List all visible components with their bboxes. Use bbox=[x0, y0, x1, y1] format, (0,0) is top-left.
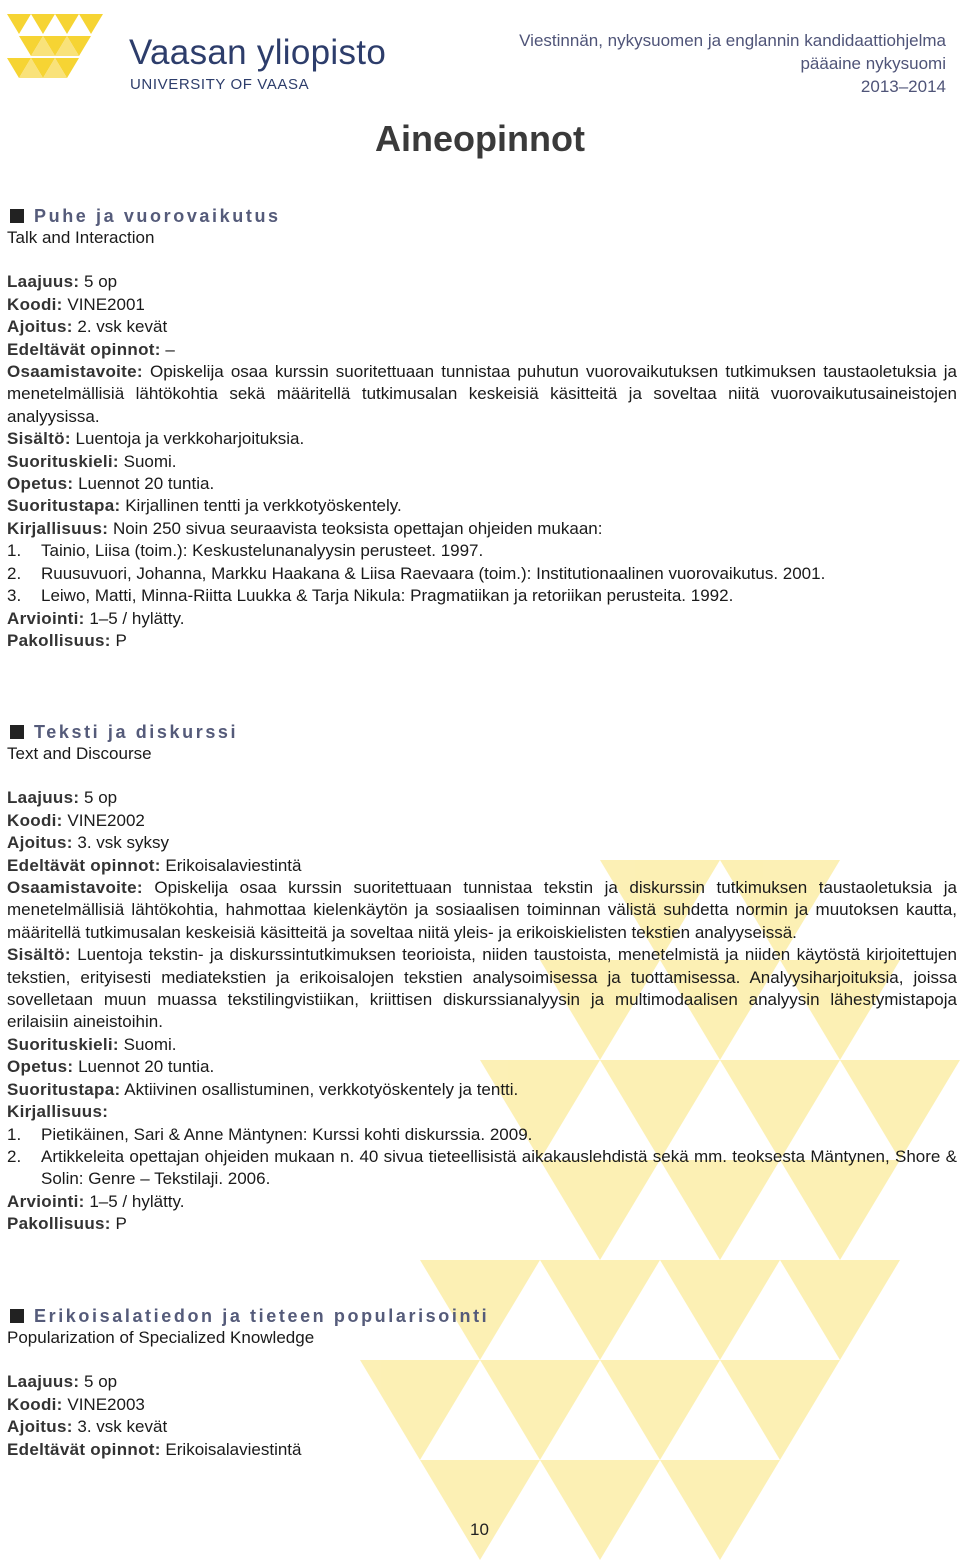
label: Koodi: bbox=[7, 810, 63, 830]
course-name: Erikoisalatiedon ja tieteen popularisointi bbox=[34, 1305, 490, 1326]
value: Erikoisalaviestintä bbox=[165, 855, 302, 875]
label: Laajuus: bbox=[7, 272, 80, 292]
label: Osaamistavoite: bbox=[7, 878, 143, 898]
ref-text: Ruusuvuori, Johanna, Markku Haakana & Liisa Raevaara (toim.): Institutionaalinen vuorovaikutus. 2001. bbox=[41, 563, 826, 583]
label: Pakollisuus: bbox=[7, 1214, 111, 1234]
program-major: pääaine nykysuomi bbox=[800, 54, 946, 73]
koodi-row bbox=[7, 810, 957, 832]
ref-number: 2. bbox=[7, 1146, 22, 1166]
laajuus-row bbox=[7, 787, 957, 809]
ref-number: 2. bbox=[7, 563, 22, 583]
label: Opetus: bbox=[7, 1057, 74, 1077]
value: Kirjallinen tentti ja verkkotyöskentely. bbox=[125, 496, 402, 516]
label: Ajoitus: bbox=[7, 833, 73, 853]
suorituskieli-row bbox=[7, 451, 957, 473]
label: Laajuus: bbox=[7, 1372, 80, 1392]
ajoitus-row bbox=[7, 832, 957, 854]
reference-item bbox=[7, 585, 957, 607]
kirjallisuus-row bbox=[7, 1101, 957, 1123]
bullet-square-icon bbox=[10, 1309, 24, 1323]
koodi-row bbox=[7, 1394, 957, 1416]
value: Suomi. bbox=[123, 1034, 177, 1054]
value: 5 op bbox=[84, 788, 118, 808]
edeltavat-row bbox=[7, 1439, 957, 1461]
label: Koodi: bbox=[7, 294, 63, 314]
value: P bbox=[115, 1214, 127, 1234]
academic-years: 2013–2014 bbox=[860, 77, 946, 96]
value: Luennot 20 tuntia. bbox=[78, 474, 215, 494]
label: Ajoitus: bbox=[7, 317, 73, 337]
course-vine2001 bbox=[7, 205, 957, 652]
sisalto-row bbox=[7, 944, 957, 1034]
value: 2. vsk kevät bbox=[77, 317, 168, 337]
course-heading bbox=[7, 721, 957, 743]
course-name-en: Talk and Interaction bbox=[7, 228, 155, 247]
course-heading bbox=[7, 1305, 957, 1327]
ref-text: Artikkeleita opettajan ohjeiden mukaan n. 40 sivua tieteellisistä aikakauslehdistä sekä mm. teoksesta Mäntynen, Shore & Solin: Genre – Tekstilaji. 2006. bbox=[41, 1146, 957, 1189]
value: VINE2003 bbox=[67, 1394, 145, 1414]
course-name-en: Popularization of Specialized Knowledge bbox=[7, 1328, 315, 1347]
ref-text: Pietikäinen, Sari & Anne Mäntynen: Kurssi kohti diskurssia. 2009. bbox=[41, 1124, 533, 1144]
bullet-square-icon bbox=[10, 209, 24, 223]
value: VINE2002 bbox=[67, 810, 145, 830]
arviointi-row bbox=[7, 1191, 957, 1213]
logo-triangles-icon bbox=[7, 14, 107, 80]
value: Suomi. bbox=[123, 451, 177, 471]
value: P bbox=[115, 630, 127, 650]
label: Suoritustapa: bbox=[7, 496, 121, 516]
reference-item bbox=[7, 1124, 957, 1146]
reference-item bbox=[7, 1146, 957, 1191]
reference-item bbox=[7, 563, 957, 585]
laajuus-row bbox=[7, 271, 957, 293]
university-logo bbox=[7, 14, 387, 93]
value: 3. vsk kevät bbox=[77, 1417, 168, 1437]
page-number: 10 bbox=[470, 1520, 489, 1539]
value: Noin 250 sivua seuraavista teoksista opettajan ohjeiden mukaan: bbox=[112, 518, 603, 538]
label: Koodi: bbox=[7, 1394, 63, 1414]
label: Edeltävät opinnot: bbox=[7, 1439, 161, 1459]
page-title: Aineopinnot bbox=[375, 118, 585, 159]
opetus-row bbox=[7, 1056, 957, 1078]
bullet-square-icon bbox=[10, 725, 24, 739]
course-name: Puhe ja vuorovaikutus bbox=[34, 205, 281, 226]
laajuus-row bbox=[7, 1371, 957, 1393]
label: Arviointi: bbox=[7, 608, 85, 628]
opetus-row bbox=[7, 473, 957, 495]
label: Suorituskieli: bbox=[7, 1034, 119, 1054]
ref-number: 1. bbox=[7, 541, 22, 561]
value: Luentoja tekstin- ja diskurssintutkimuksen teorioista, niiden taustoista, menetelmistä ja niiden käytöstä kirjoitettujen tekstien, erityisesti mediatekstien ja erikoisalojen tekstien analysoimisessa ja tuottamisessa. Analyysiharjoituksia, joissa sovelletaan muun muassa tekstilingvistiikan, kriittisen diskurssianalyysin ja multimodaalisen analyysin lähestymistapoja erilaisiin aineistoihin. bbox=[7, 945, 957, 1032]
reference-item bbox=[7, 540, 957, 562]
label: Osaamistavoite: bbox=[7, 362, 143, 382]
label: Edeltävät opinnot: bbox=[7, 855, 161, 875]
sisalto-row bbox=[7, 428, 957, 450]
edeltavat-row bbox=[7, 339, 957, 361]
label: Suorituskieli: bbox=[7, 451, 119, 471]
value: 5 op bbox=[84, 1372, 118, 1392]
ref-number: 3. bbox=[7, 586, 22, 606]
pakollisuus-row bbox=[7, 1213, 957, 1235]
program-title: Viestinnän, nykysuomen ja englannin kandidaattiohjelma bbox=[519, 31, 946, 50]
value: Erikoisalaviestintä bbox=[165, 1439, 302, 1459]
value: Luennot 20 tuntia. bbox=[78, 1057, 215, 1077]
label: Edeltävät opinnot: bbox=[7, 339, 161, 359]
label: Ajoitus: bbox=[7, 1417, 73, 1437]
label: Pakollisuus: bbox=[7, 630, 111, 650]
value: 1–5 / hylätty. bbox=[89, 1191, 185, 1211]
osaamistavoite-row bbox=[7, 877, 957, 944]
pakollisuus-row bbox=[7, 630, 957, 652]
value: – bbox=[165, 339, 175, 359]
course-vine2003 bbox=[7, 1305, 957, 1461]
ajoitus-row bbox=[7, 316, 957, 338]
value: Luentoja ja verkkoharjoituksia. bbox=[75, 429, 305, 449]
value: VINE2001 bbox=[67, 294, 145, 314]
arviointi-row bbox=[7, 608, 957, 630]
label: Sisältö: bbox=[7, 429, 71, 449]
value: 3. vsk syksy bbox=[77, 833, 170, 853]
ref-text: Tainio, Liisa (toim.): Keskustelunanalyysin perusteet. 1997. bbox=[41, 541, 484, 561]
label: Opetus: bbox=[7, 474, 74, 494]
label: Suoritustapa: bbox=[7, 1079, 121, 1099]
label: Sisältö: bbox=[7, 945, 71, 965]
value: Opiskelija osaa kurssin suoritettuaan tunnistaa puhutun vuorovaikutuksen tutkimuksen taustaoletuksia ja menetelmällisiä lähtökohtia sekä määritellä tutkimusalan keskeisiä käsitteitä ja soveltaa niitä vuorovaikutusaineistojen analyysissa. bbox=[7, 362, 957, 426]
edeltavat-row bbox=[7, 855, 957, 877]
label: Laajuus: bbox=[7, 788, 80, 808]
ajoitus-row bbox=[7, 1416, 957, 1438]
value: Opiskelija osaa kurssin suoritettuaan tunnistaa tekstin ja diskurssin tutkimuksen taustaoletuksia ja menetelmällisiä lähtökohtia, hahmottaa kielenkäytön ja sosiaalisen toiminnan välistä suhdetta normin ja muutoksen kautta, määritellä tutkimusalan keskeisiä käsitteitä ja soveltaa niitä yleis- ja erikoiskielisten tekstien analyyseissä. bbox=[7, 878, 957, 942]
label: Kirjallisuus: bbox=[7, 518, 109, 538]
course-vine2002 bbox=[7, 721, 957, 1236]
koodi-row bbox=[7, 294, 957, 316]
course-heading bbox=[7, 205, 957, 227]
label: Arviointi: bbox=[7, 1191, 85, 1211]
osaamistavoite-row bbox=[7, 361, 957, 428]
logo-subtitle: UNIVERSITY OF VAASA bbox=[130, 76, 310, 93]
value: 1–5 / hylätty. bbox=[89, 608, 185, 628]
ref-number: 1. bbox=[7, 1124, 22, 1144]
course-name: Teksti ja diskurssi bbox=[34, 721, 239, 742]
ref-text: Leiwo, Matti, Minna-Riitta Luukka & Tarja Nikula: Pragmatiikan ja retoriikan perusteita. 1992. bbox=[41, 586, 734, 606]
value: 5 op bbox=[84, 272, 118, 292]
course-name-en: Text and Discourse bbox=[7, 744, 152, 763]
suoritustapa-row bbox=[7, 1079, 957, 1101]
suorituskieli-row bbox=[7, 1034, 957, 1056]
label: Kirjallisuus: bbox=[7, 1102, 109, 1122]
suoritustapa-row bbox=[7, 495, 957, 517]
logo-name: Vaasan yliopisto bbox=[129, 33, 387, 72]
kirjallisuus-row bbox=[7, 518, 957, 540]
value: Aktiivinen osallistuminen, verkkotyöskentely ja tentti. bbox=[124, 1079, 519, 1099]
